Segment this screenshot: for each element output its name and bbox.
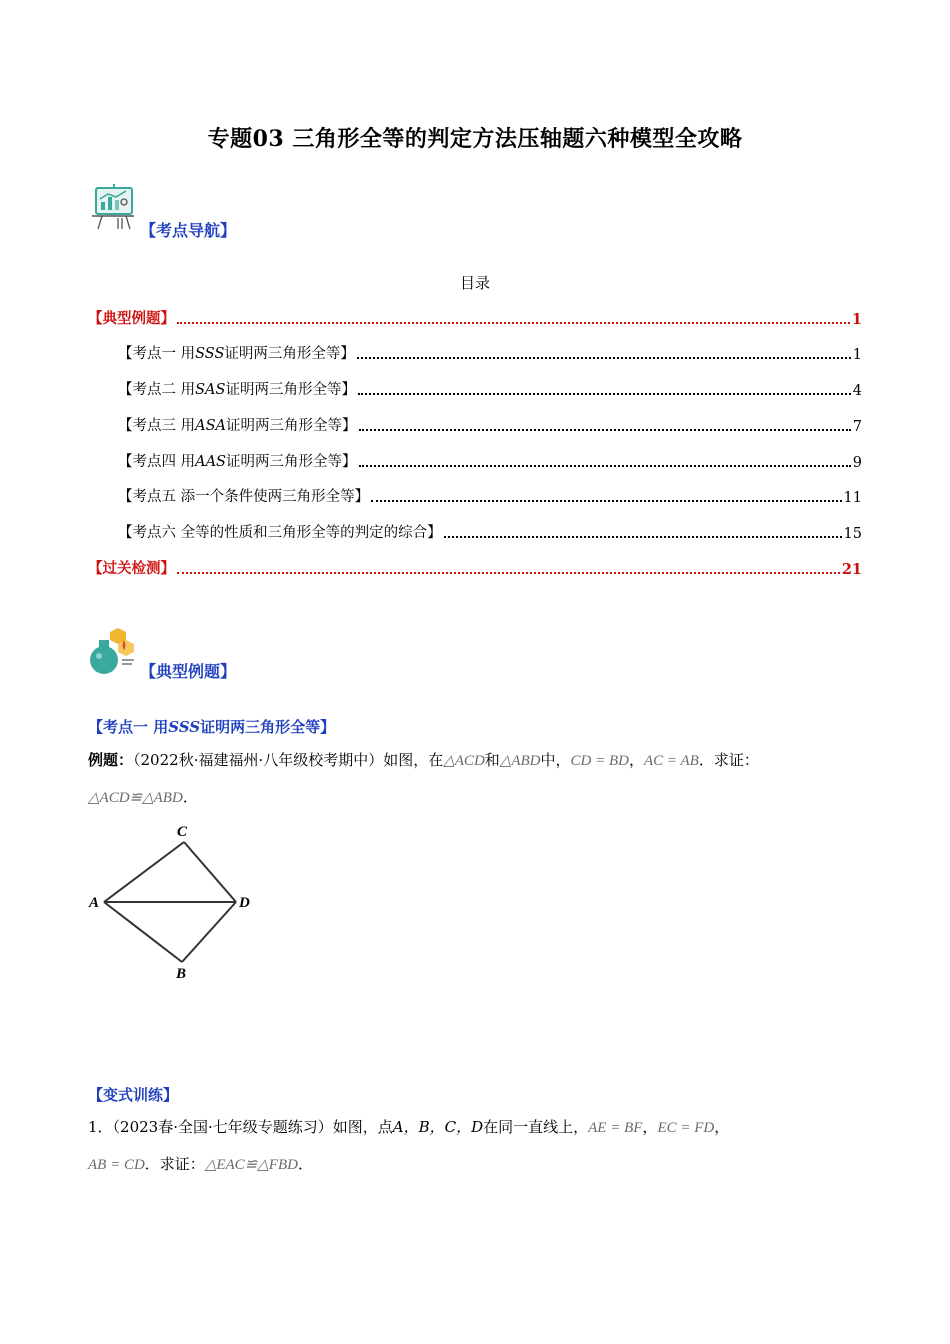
toc-page: 1 — [852, 347, 862, 363]
toc-page: 1 — [851, 311, 862, 328]
toc-label: 【考点二 用SAS证明两三角形全等】 — [118, 382, 356, 398]
point-label-c: C — [177, 824, 188, 840]
section-header: 【典型例题】 — [140, 662, 237, 681]
toc-label: 【考点四 用AAS证明两三角形全等】 — [118, 454, 357, 470]
segment-cd — [184, 842, 236, 902]
segment-ab — [104, 902, 182, 962]
point-label-a: A — [89, 895, 100, 911]
toc-item-topic6[interactable] — [118, 522, 862, 542]
toc-item-typical-examples[interactable] — [88, 308, 862, 328]
page-title: 专题03 三角形全等的判定方法压轴题六种模型全攻略 — [207, 126, 743, 152]
toc-leader — [359, 429, 851, 431]
presentation-icon — [88, 182, 138, 232]
toc-item-topic2[interactable] — [118, 379, 862, 399]
segment-bd — [182, 902, 236, 962]
exercise-1: 1．（2023春·全国·七年级专题练习）如图，点A，B，C，D在同一直线上，AE = BF，EC = FD， AB = CD．求证：△EAC≌△FBD． — [88, 1118, 730, 1173]
toc-page: 21 — [841, 561, 862, 578]
practice-header: 【变式训练】 — [88, 1086, 179, 1104]
toc-leader — [371, 500, 841, 502]
toc-label: 【过关检测】 — [88, 560, 175, 577]
toc-leader — [358, 393, 851, 395]
toc-page: 7 — [852, 419, 862, 435]
nav-header: 【考点导航】 — [140, 221, 237, 240]
toc-leader — [444, 536, 842, 538]
point-label-d: D — [239, 895, 250, 911]
toc-page: 15 — [843, 526, 862, 542]
toc-item-topic4[interactable] — [118, 451, 862, 471]
toc-item-topic1[interactable] — [118, 343, 862, 363]
toc-label: 【典型例题】 — [88, 310, 175, 327]
toc-label: 【考点五 添一个条件使两三角形全等】 — [118, 489, 370, 505]
toc-page: 9 — [852, 455, 862, 471]
toc-leader — [357, 357, 851, 359]
toc-caption: 目录 — [459, 274, 490, 292]
toc-item-topic3[interactable] — [118, 415, 862, 435]
example-label: 例题： — [88, 751, 134, 769]
toc-leader — [177, 572, 840, 574]
toc-page: 11 — [843, 490, 862, 506]
triangle-figure — [86, 818, 266, 988]
toc-page: 4 — [852, 383, 862, 399]
toc-item-review[interactable] — [88, 558, 862, 578]
toc-label: 【考点六 全等的性质和三角形全等的判定的综合】 — [118, 525, 442, 541]
example-text: 例题：（2022秋·福建福州·八年级校考期中）如图，在△ACD和△ABD中，CD = BD，AC = AB．求证： △ACD≌△ABD． — [88, 751, 759, 806]
segment-ac — [104, 842, 184, 902]
toc-item-topic5[interactable] — [118, 486, 862, 506]
flask-icon — [88, 626, 138, 676]
toc-label: 【考点一 用SSS证明两三角形全等】 — [118, 346, 355, 362]
toc-leader — [359, 465, 851, 467]
toc-label: 【考点三 用ASA证明两三角形全等】 — [118, 418, 357, 434]
topic-header: 【考点一 用SSS证明两三角形全等】 — [88, 718, 336, 736]
point-label-b: B — [176, 966, 187, 982]
toc-leader — [177, 322, 850, 324]
